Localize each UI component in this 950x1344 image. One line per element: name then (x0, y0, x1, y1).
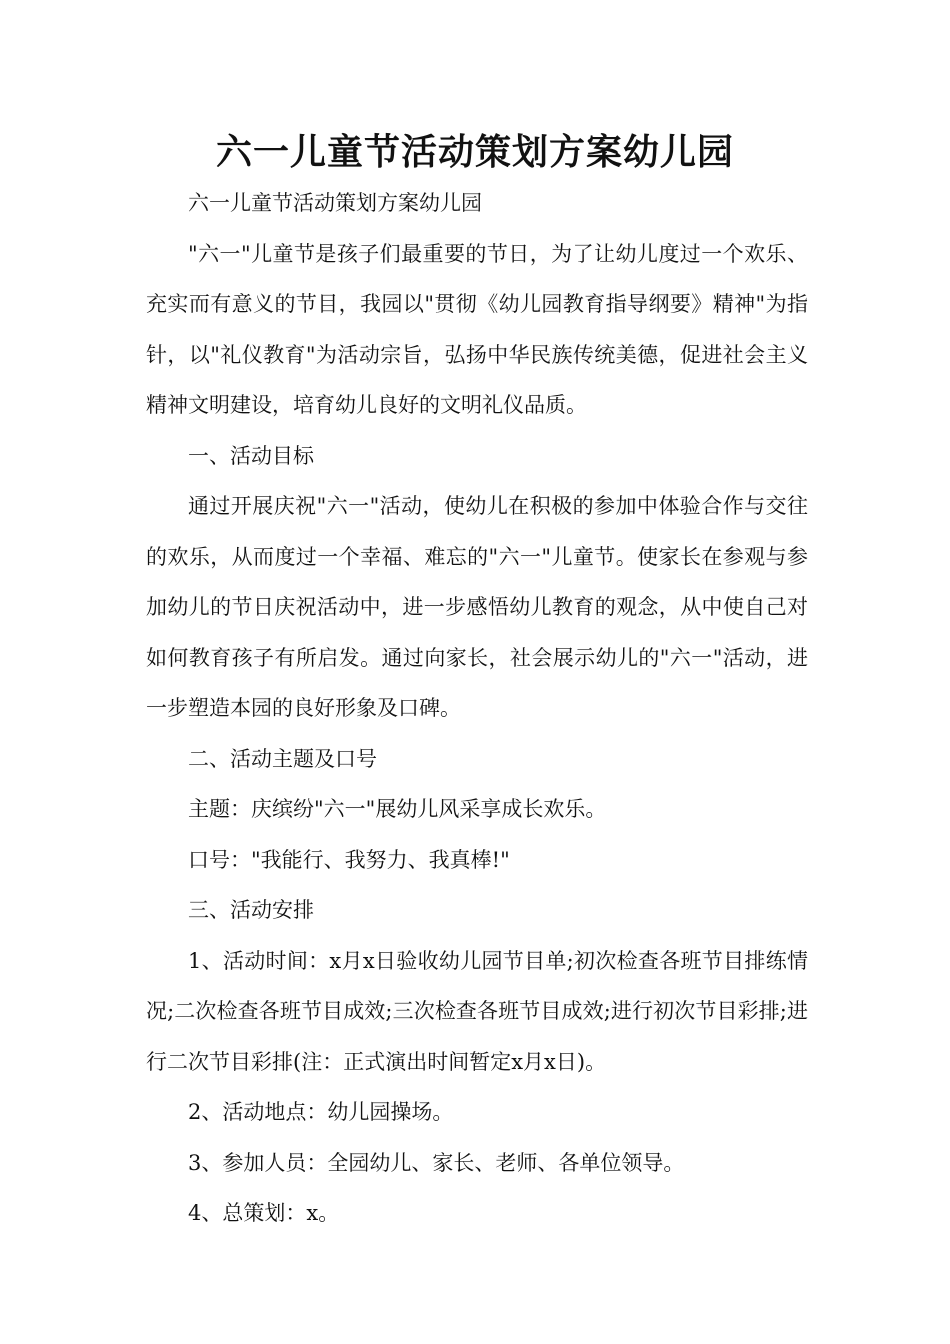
paragraph-goals: 通过开展庆祝"六一"活动，使幼儿在积极的参加中体验合作与交往的欢乐，从而度过一个幸福、难忘的"六一"儿童节。使家长在参观与参加幼儿的节日庆祝活动中，进一步感悟幼儿教育的观念，从中使自己对如何教育孩子有所启发。通过向家长，社会展示幼儿的"六一"活动，进一步塑造本园的良好形象及口碑。 (146, 494, 808, 720)
section-heading-arrangement: 三、活动安排 (188, 898, 314, 922)
paragraph-theme: 主题：庆缤纷"六一"展幼儿风采享成长欢乐。 (188, 797, 607, 821)
paragraph-participants: 3、参加人员：全园幼儿、家长、老师、各单位领导。 (188, 1150, 685, 1175)
document-body (146, 178, 808, 1239)
document-title: 六一儿童节活动策划方案幼儿园 (215, 132, 734, 173)
paragraph-slogan: 口号："我能行、我努力、我真棒!" (188, 847, 510, 872)
paragraph-planner: 4、总策划：x。 (188, 1201, 340, 1225)
paragraph-subtitle: 六一儿童节活动策划方案幼儿园 (188, 191, 482, 215)
section-heading-theme: 二、活动主题及口号 (188, 746, 377, 771)
paragraph-time: 1、活动时间：x月x日验收幼儿园节目单;初次检查各班节目排练情况;二次检查各班节目成效;三次检查各班节目成效;进行初次节目彩排;进行二次节目彩排(注：正式演出时间暂定x月x日)。 (146, 948, 808, 1074)
paragraph-intro: "六一"儿童节是孩子们最重要的节日，为了让幼儿度过一个欢乐、充实而有意义的节目，我园以"贯彻《幼儿园教育指导纲要》精神"为指针，以"礼仪教育"为活动宗旨，弘扬中华民族传统美德，促进社会主义精神文明建设，培育幼儿良好的文明礼仪品质。 (146, 241, 808, 417)
paragraph-location: 2、活动地点：幼儿园操场。 (188, 1100, 454, 1124)
section-heading-goals: 一、活动目标 (188, 443, 314, 468)
